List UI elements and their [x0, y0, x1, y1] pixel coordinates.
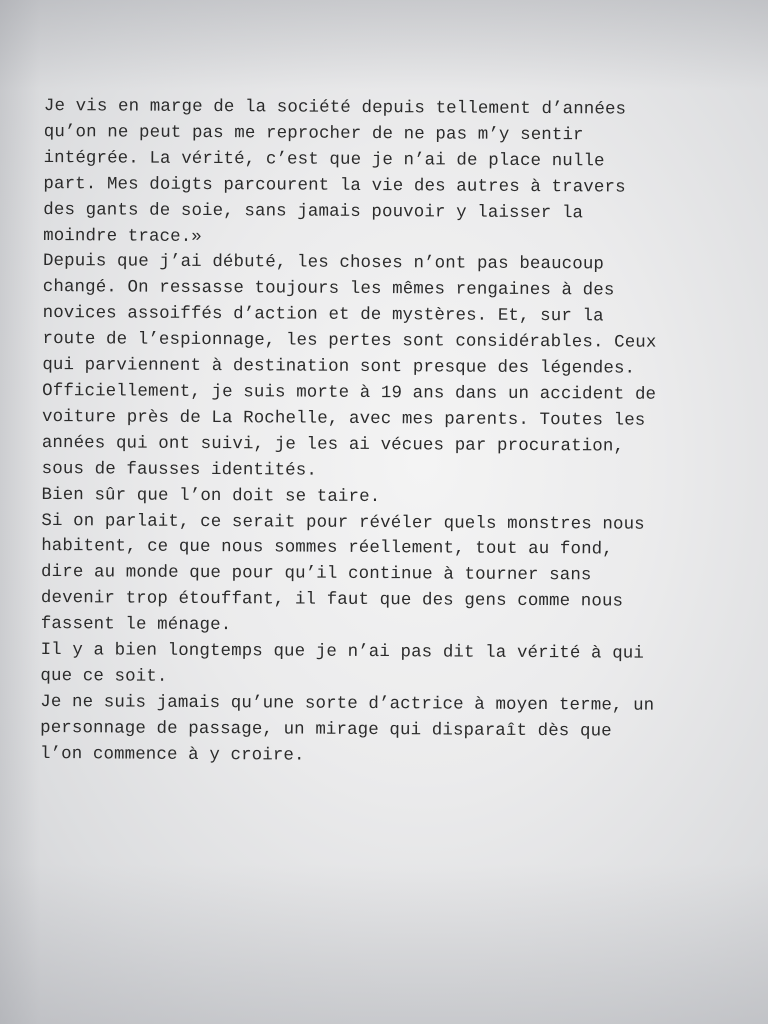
- top-shadow: [0, 0, 768, 90]
- text-line: Officiellement, je suis morte à 19 ans dans un accident de: [42, 381, 657, 405]
- text-line: Je vis en marge de la société depuis tellement d’années: [43, 96, 627, 120]
- text-line: qui parviennent à destination sont presque des légendes.: [42, 356, 636, 379]
- text-line: des gants de soie, sans jamais pouvoir y laisser la: [43, 200, 584, 223]
- text-line: que ce soit.: [40, 666, 168, 687]
- text-line: changé. On ressasse toujours les mêmes rengaines à des: [42, 278, 615, 301]
- text-line: part. Mes doigts parcourent la vie des autres à travers: [43, 174, 626, 198]
- text-line: qu’on ne peut pas me reprocher de ne pas m’y sentir: [43, 122, 584, 146]
- text-line: années qui ont suivi, je les ai vécues par procuration,: [41, 433, 625, 457]
- text-line: novices assoiffés d’action et de mystères. Et, sur la: [42, 304, 604, 327]
- text-line: habitent, ce que nous sommes réellement, tout au fond,: [41, 537, 613, 560]
- text-line: Il y a bien longtemps que je n’ai pas dit la vérité à qui: [40, 641, 645, 664]
- text-line: Depuis que j’ai débuté, les choses n’ont pas beaucoup: [42, 252, 605, 275]
- text-line: intégrée. La vérité, c’est que je n’ai de place nulle: [43, 148, 605, 172]
- text-line: sous de fausses identités.: [41, 459, 318, 481]
- text-line: personnage de passage, un mirage qui disparaît dès que: [40, 718, 612, 742]
- text-line: Si on parlait, ce serait pour révéler quels monstres nous: [41, 511, 645, 535]
- text-line: Je ne suis jamais qu’une sorte d’actrice à moyen terme, un: [40, 692, 655, 716]
- text-line: voiture près de La Rochelle, avec mes parents. Toutes les: [41, 407, 646, 431]
- text-line: l’on commence à y croire.: [39, 744, 305, 766]
- text-line: moindre trace.»: [43, 226, 202, 247]
- text-line: Bien sûr que l’on doit se taire.: [41, 485, 381, 507]
- text-line: devenir trop étouffant, il faut que des gens comme nous: [40, 589, 624, 612]
- text-line: dire au monde que pour qu’il continue à tourner sans: [41, 563, 592, 586]
- typed-text-block: [40, 94, 744, 772]
- text-line: fassent le ménage.: [40, 615, 232, 636]
- bottom-shadow: [0, 864, 768, 1024]
- text-line: route de l’espionnage, les pertes sont considérables. Ceux: [42, 330, 657, 353]
